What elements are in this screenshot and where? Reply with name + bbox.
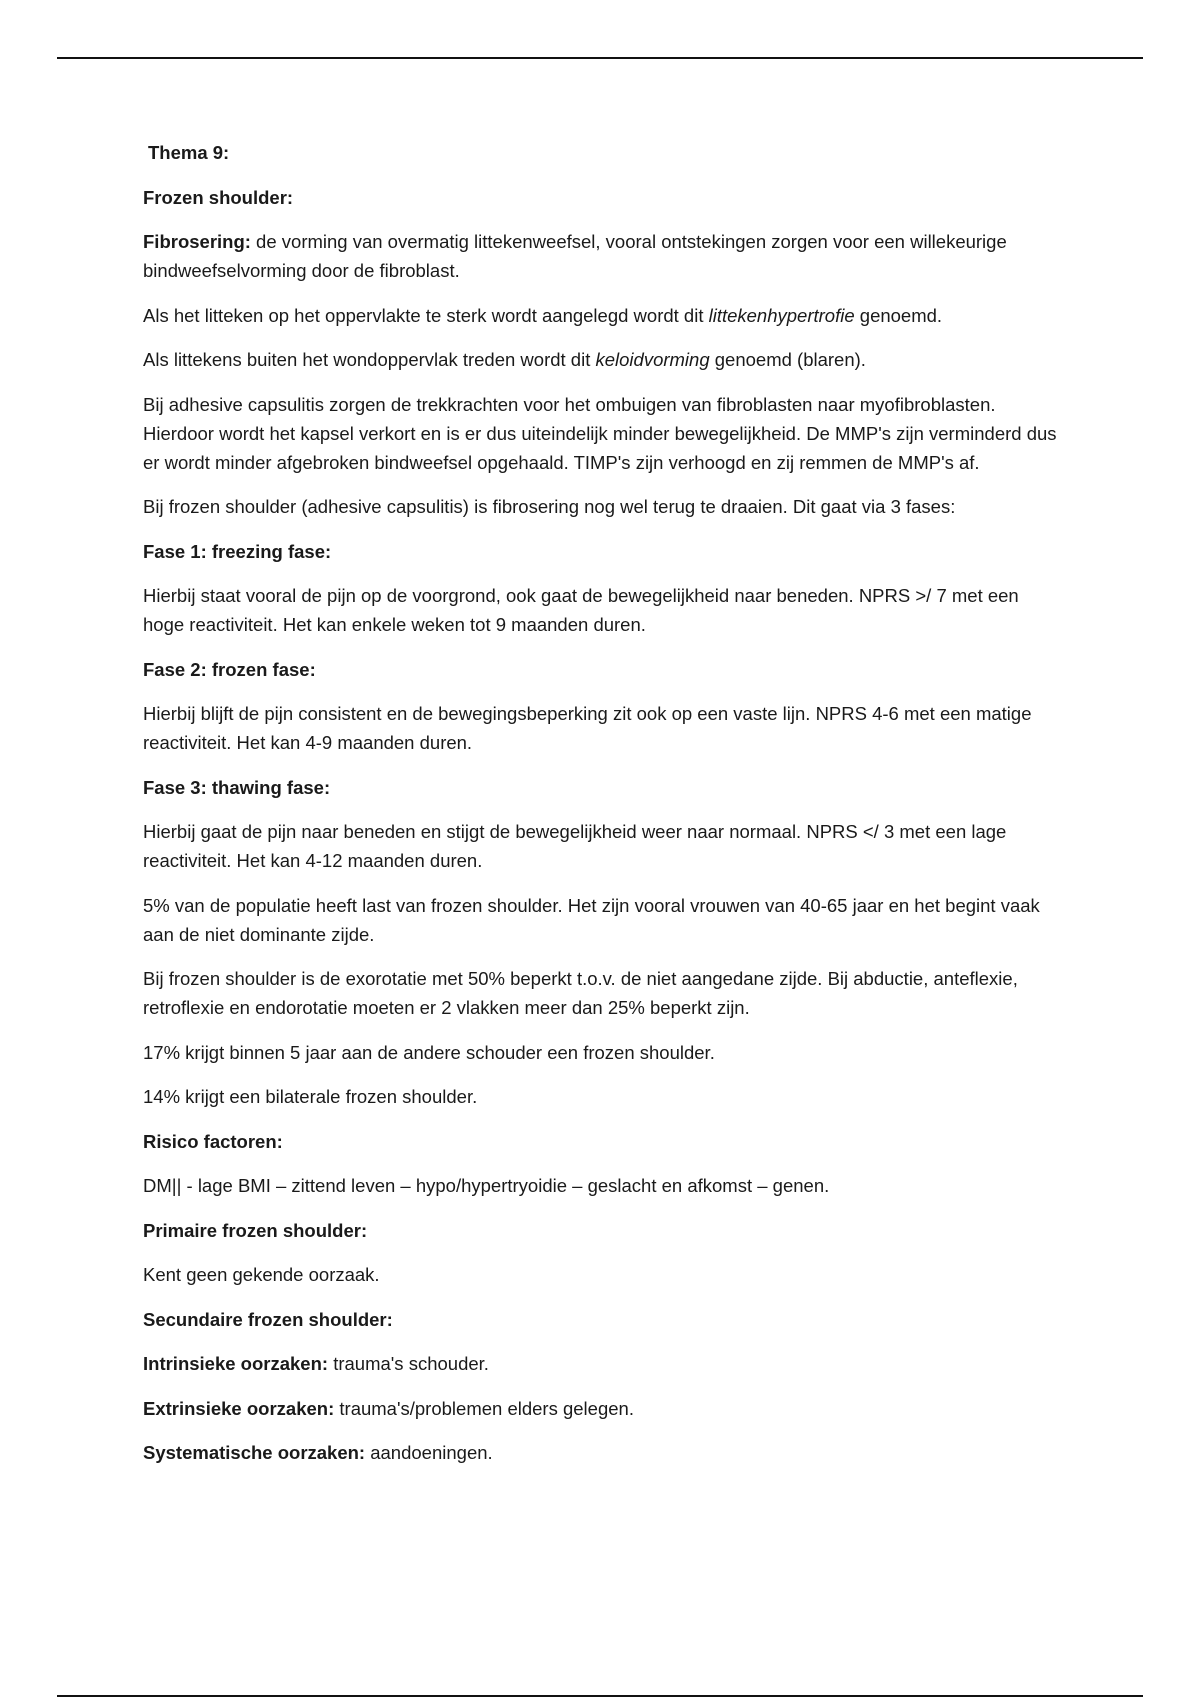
phase2-text: Hierbij blijft de pijn consistent en de bewegingsbeperking zit ook op een vaste lijn. NPRS 4-6 met een matige reactiviteit. Het kan 4-9 maanden duren. [143,703,1032,753]
paragraph-systemic [143,1438,1063,1467]
risk-text: DM|| - lage BMI – zittend leven – hypo/hypertryoidie – geslacht en afkomst – genen. [143,1175,830,1196]
text-before: Als het litteken op het oppervlakte te sterk wordt aangelegd wordt dit [143,304,709,326]
paragraph-prevalence: 5% van de populatie heeft last van frozen shoulder. Het zijn vooral vrouwen van 40-65 jaar en het begint vaak aan de niet dominante zijde. [143,894,1040,945]
phase1-heading: Fase 1: freezing fase: [143,540,332,562]
paragraph-bilateral: 14% krijgt een bilaterale frozen shoulder. [143,1086,478,1107]
phase2-heading: Fase 2: frozen fase: [143,658,316,680]
footer-rule [57,1695,1143,1697]
text-before: Als littekens buiten het wondoppervlak treden wordt dit [143,349,596,370]
secondary-heading: Secundaire frozen shoulder: [143,1308,393,1330]
text-extrinsic: trauma's/problemen elders gelegen. [334,1397,634,1419]
term-fibrosering: Fibrosering: [143,231,251,252]
document-title: Thema 9: [148,142,230,163]
term-littekenhypertrofie: littekenhypertrofie [708,304,855,326]
text-systemic: aandoeningen. [365,1442,493,1463]
paragraph-keloidvorming [143,345,1063,374]
paragraph-adhesive-capsulitis: Bij adhesive capsulitis zorgen de trekkrachten voor het ombuigen van fibroblasten naar myofibroblasten. Hierdoor wordt het kapsel verkort en is er dus uiteindelijk minder bewegelijkheid. De MMP's zijn verminderd dus er wordt minder afgebroken bindweefsel opgehaald. TIMP's zijn verhoogd en zij remmen de MMP's af. [143,393,1057,473]
paragraph-littekenhypertrofie [143,301,1063,330]
paragraph-extrinsic [143,1394,1063,1423]
section-heading: Frozen shoulder: [143,186,294,208]
primary-text: Kent geen gekende oorzaak. [143,1264,380,1285]
header-rule [57,57,1143,59]
term-keloidvorming: keloidvorming [595,349,710,370]
paragraph-phases-intro: Bij frozen shoulder (adhesive capsulitis) is fibrosering nog wel terug te draaien. Dit gaat via 3 fases: [143,496,956,517]
phase3-text: Hierbij gaat de pijn naar beneden en stijgt de bewegelijkheid weer naar normaal. NPRS </ 3 met een lage reactiviteit. Het kan 4-12 maanden duren. [143,821,1007,871]
phase3-heading: Fase 3: thawing fase: [143,776,331,798]
paragraph-fibrosering [143,227,1063,285]
paragraph-recurrence: 17% krijgt binnen 5 jaar aan de andere schouder een frozen shoulder. [143,1041,715,1063]
term-systemic: Systematische oorzaken: [143,1442,366,1463]
risk-heading: Risico factoren: [143,1130,283,1152]
term-intrinsic: Intrinsieke oorzaken: [143,1353,329,1374]
document-body [143,138,1063,1483]
term-extrinsic: Extrinsieke oorzaken: [143,1397,335,1419]
paragraph-limitation: Bij frozen shoulder is de exorotatie met 50% beperkt t.o.v. de niet aangedane zijde. Bij abductie, anteflexie, retroflexie en endorotatie moeten er 2 vlakken meer dan 25% beperkt zijn. [143,968,1018,1018]
text-fibrosering: de vorming van overmatig littekenweefsel, vooral ontstekingen zorgen voor een willekeurige bindweefselvorming door de fibroblast. [143,231,1007,281]
primary-heading: Primaire frozen shoulder: [143,1219,368,1241]
paragraph-intrinsic [143,1349,1063,1378]
text-after: genoemd (blaren). [709,349,866,370]
phase1-text: Hierbij staat vooral de pijn op de voorgrond, ook gaat de bewegelijkheid naar beneden. NPRS >/ 7 met een hoge reactiviteit. Het kan enkele weken tot 9 maanden duren. [143,585,1019,635]
text-intrinsic: trauma's schouder. [328,1353,489,1374]
text-after: genoemd. [854,304,943,326]
